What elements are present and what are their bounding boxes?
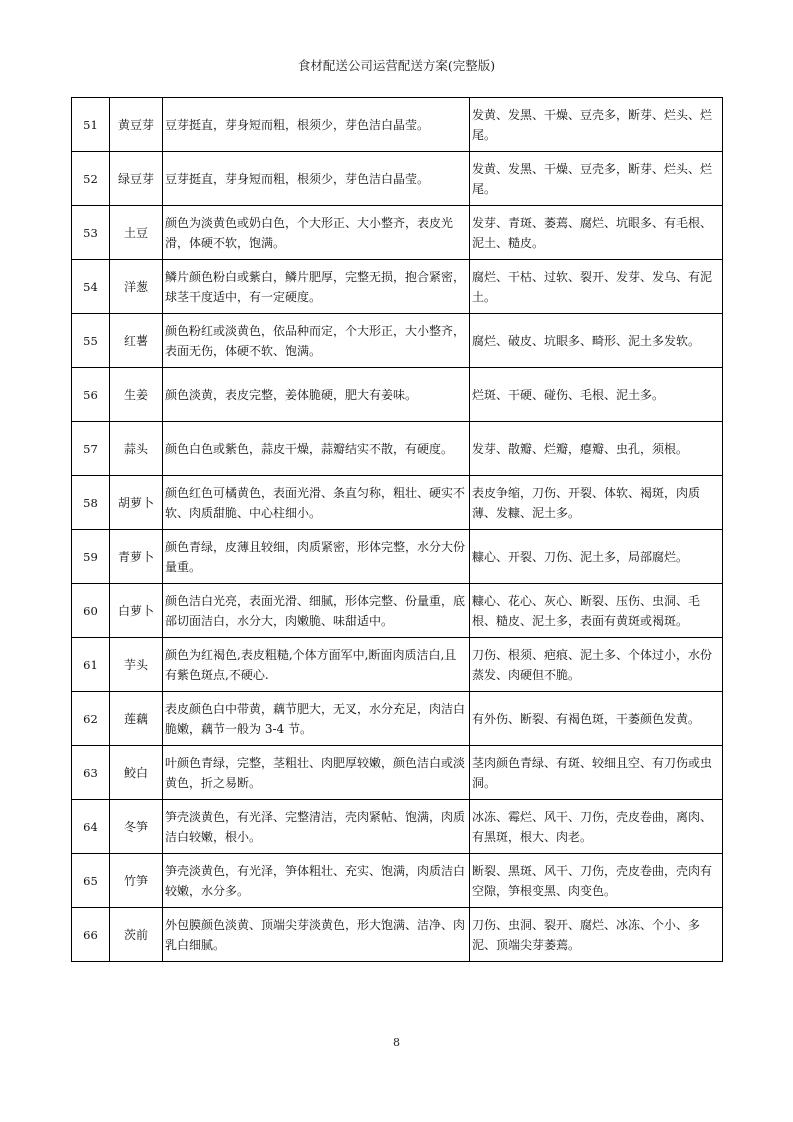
vegetable-name: 绿豆芽 <box>110 152 163 206</box>
quality-standard: 颜色淡黄，表皮完整，姜体脆硬，肥大有姜味。 <box>163 368 470 422</box>
vegetable-name: 红薯 <box>110 314 163 368</box>
page-header: 食材配送公司运营配送方案(完整版) <box>297 58 496 73</box>
defect-description: 腐烂、干枯、过软、裂开、发芽、发乌、有泥土。 <box>470 260 723 314</box>
row-number: 52 <box>72 152 110 206</box>
defect-description: 发芽、散瓣、烂瓣，瘪瓣、虫孔，须根。 <box>470 422 723 476</box>
quality-standard: 豆芽挺直，芽身短而粗，根须少，芽色洁白晶莹。 <box>163 98 470 152</box>
table-row <box>72 206 723 260</box>
table-row <box>72 476 723 530</box>
vegetable-name: 蒜头 <box>110 422 163 476</box>
quality-standard: 笋壳淡黄色，有光泽，笋体粗壮、充实、饱满，肉质洁白较嫩，水分多。 <box>163 854 470 908</box>
row-number: 62 <box>72 692 110 746</box>
vegetable-name: 竹笋 <box>110 854 163 908</box>
defect-description: 刀伤、虫洞、裂开、腐烂、冰冻、个小、多泥、顶端尖芽萎蔫。 <box>470 908 723 962</box>
quality-standard: 外包膜颜色淡黄、顶端尖芽淡黄色，形大饱满、洁净、肉乳白细腻。 <box>163 908 470 962</box>
defect-description: 发黄、发黑、干燥、豆壳多，断芽、烂头、烂尾。 <box>470 152 723 206</box>
row-number: 64 <box>72 800 110 854</box>
quality-standard: 颜色红色可橘黄色，表面光滑、条直匀称，粗壮、硬实不软、肉质甜脆、中心柱细小。 <box>163 476 470 530</box>
defect-description: 糠心、花心、灰心、断裂、压伤、虫洞、毛根、糙皮、泥土多，表面有黄斑或褐斑。 <box>470 584 723 638</box>
table-row <box>72 152 723 206</box>
quality-standard: 笋壳淡黄色，有光泽、完整清洁，壳肉紧帖、饱满，肉质洁白较嫩，根小。 <box>163 800 470 854</box>
row-number: 54 <box>72 260 110 314</box>
vegetable-name: 土豆 <box>110 206 163 260</box>
row-number: 63 <box>72 746 110 800</box>
table-row <box>72 854 723 908</box>
quality-standard: 叶颜色青绿，完整，茎粗壮、肉肥厚较嫩，颜色洁白或淡黄色，折之易断。 <box>163 746 470 800</box>
row-number: 57 <box>72 422 110 476</box>
row-number: 65 <box>72 854 110 908</box>
row-number: 66 <box>72 908 110 962</box>
defect-description: 发芽、青斑、萎蔫、腐烂、坑眼多、有毛根、泥土、糙皮。 <box>470 206 723 260</box>
vegetable-name: 白萝卜 <box>110 584 163 638</box>
defect-description: 刀伤、根须、疤痕、泥土多、个体过小，水份蒸发、肉硬但不脆。 <box>470 638 723 692</box>
table-row <box>72 422 723 476</box>
vegetable-name: 青萝卜 <box>110 530 163 584</box>
quality-standard: 颜色粉红或淡黄色，依品种而定，个大形正，大小整齐，表面无伤，体硬不软、饱满。 <box>163 314 470 368</box>
quality-standard: 豆芽挺直，芽身短而粗，根须少，芽色洁白晶莹。 <box>163 152 470 206</box>
table-row <box>72 584 723 638</box>
table-row <box>72 800 723 854</box>
table-row <box>72 98 723 152</box>
vegetable-quality-table <box>71 97 723 962</box>
defect-description: 烂斑、干硬、碰伤、毛根、泥土多。 <box>470 368 723 422</box>
table-row <box>72 746 723 800</box>
vegetable-name: 芋头 <box>110 638 163 692</box>
row-number: 60 <box>72 584 110 638</box>
defect-description: 断裂、黑斑、风干、刀伤，壳皮卷曲，壳肉有空隙，笋根变黑、肉变色。 <box>470 854 723 908</box>
defect-description: 茎肉颜色青绿、有斑、较细且空、有刀伤或虫洞。 <box>470 746 723 800</box>
vegetable-name: 鲛白 <box>110 746 163 800</box>
row-number: 53 <box>72 206 110 260</box>
quality-standard: 颜色洁白光亮，表面光滑、细腻，形体完整、份量重，底部切面洁白，水分大，肉嫩脆、味甜适中。 <box>163 584 470 638</box>
quality-standard: 表皮颜色白中带黄，藕节肥大，无叉，水分充足，肉洁白脆嫩，藕节一般为 3-4 节。 <box>163 692 470 746</box>
defect-description: 糠心、开裂、刀伤、泥土多，局部腐烂。 <box>470 530 723 584</box>
defect-description: 有外伤、断裂、有褐色斑，干萎颜色发黄。 <box>470 692 723 746</box>
table-row <box>72 314 723 368</box>
defect-description: 腐烂、破皮、坑眼多、畸形、泥土多发软。 <box>470 314 723 368</box>
table-row <box>72 260 723 314</box>
quality-standard: 颜色白色或紫色，蒜皮干燥，蒜瓣结实不散，有硬度。 <box>163 422 470 476</box>
table-row <box>72 692 723 746</box>
table-row <box>72 530 723 584</box>
row-number: 55 <box>72 314 110 368</box>
table-body <box>72 98 723 962</box>
row-number: 61 <box>72 638 110 692</box>
table-row <box>72 368 723 422</box>
row-number: 51 <box>72 98 110 152</box>
table-row <box>72 908 723 962</box>
vegetable-name: 黄豆芽 <box>110 98 163 152</box>
defect-description: 表皮争缩，刀伤、开裂、体软、褐斑，肉质薄、发糠、泥土多。 <box>470 476 723 530</box>
quality-standard: 颜色为淡黄色或奶白色，个大形正、大小整齐，表皮光滑，体硬不软，饱满。 <box>163 206 470 260</box>
quality-standard: 颜色为红褐色,表皮粗糙,个体方面军中,断面肉质洁白,且有紫色斑点,不硬心. <box>163 638 470 692</box>
vegetable-name: 胡萝卜 <box>110 476 163 530</box>
vegetable-name: 冬笋 <box>110 800 163 854</box>
row-number: 56 <box>72 368 110 422</box>
vegetable-name: 茨前 <box>110 908 163 962</box>
defect-description: 发黄、发黑、干燥、豆壳多，断芽、烂头、烂尾。 <box>470 98 723 152</box>
quality-standard: 鳞片颜色粉白或紫白，鳞片肥厚，完整无损，抱合紧密，球茎干度适中，有一定硬度。 <box>163 260 470 314</box>
row-number: 58 <box>72 476 110 530</box>
quality-standard: 颜色青绿，皮薄且较细，肉质紧密，形体完整，水分大份量重。 <box>163 530 470 584</box>
row-number: 59 <box>72 530 110 584</box>
vegetable-name: 洋葱 <box>110 260 163 314</box>
table-row <box>72 638 723 692</box>
vegetable-name: 莲藕 <box>110 692 163 746</box>
defect-description: 冰冻、霉烂、风干、刀伤，壳皮卷曲，离肉、有黑斑，根大、肉老。 <box>470 800 723 854</box>
page-number: 8 <box>393 1036 400 1049</box>
vegetable-name: 生姜 <box>110 368 163 422</box>
